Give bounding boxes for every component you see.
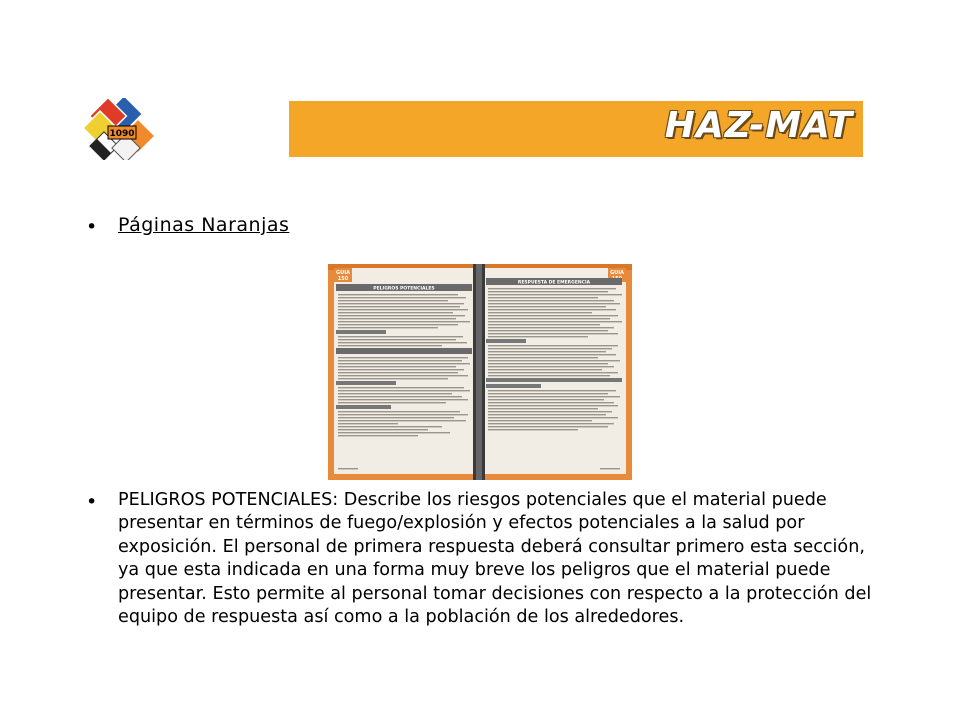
description-text: PELIGROS POTENCIALES: Describe los riesgos potenciales que el material puede presentar en términos de fuego/explosión y efectos potenciales a la salud por exposición. El personal de primera respuesta deberá consultar primero esta sección, ya que esta indicada en una forma muy breve los peligros que el material puede presentar. Esto permite al personal tomar decisiones con respecto a la protección del equipo de respuesta así como a la población de los alrededores. bbox=[118, 490, 872, 628]
banner-title: HAZ-MAT bbox=[664, 105, 853, 146]
bullet-marker: • bbox=[86, 216, 98, 238]
hazmat-placards-icon bbox=[82, 98, 154, 160]
svg-text:GUIA: GUIA bbox=[610, 270, 624, 276]
placard-number: 1090 bbox=[109, 129, 135, 139]
bullet-marker: • bbox=[86, 491, 98, 513]
section-heading: Páginas Naranjas bbox=[118, 214, 290, 236]
svg-text:150: 150 bbox=[337, 276, 349, 282]
hazmat-banner bbox=[289, 101, 863, 157]
svg-text:RESPUESTA DE EMERGENCIA: RESPUESTA DE EMERGENCIA bbox=[517, 280, 591, 286]
svg-text:GUIA: GUIA bbox=[336, 270, 350, 276]
svg-text:PELIGROS POTENCIALES: PELIGROS POTENCIALES bbox=[373, 286, 435, 292]
orange-pages-photo bbox=[328, 264, 632, 480]
